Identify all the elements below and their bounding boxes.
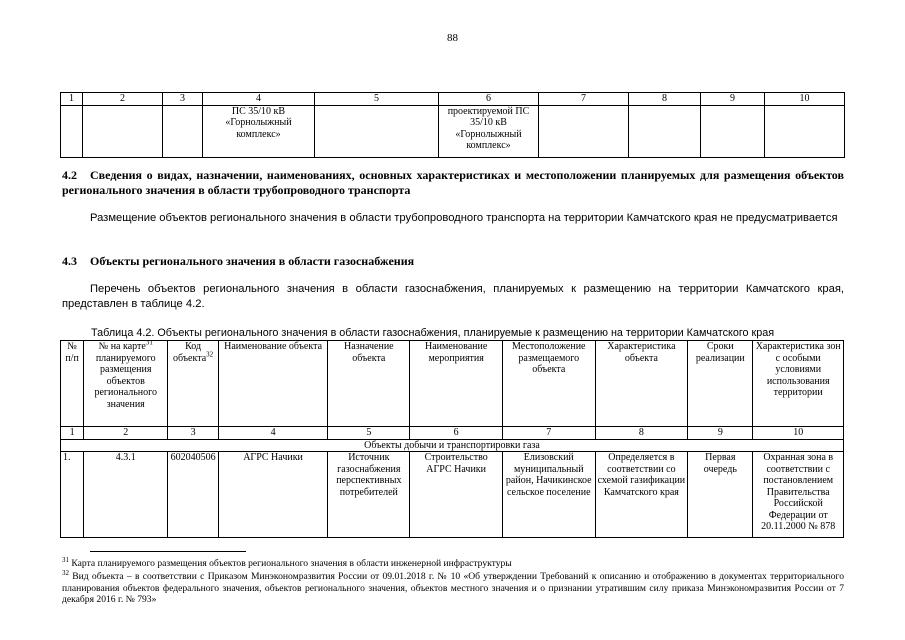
table-cell: Первая очередь	[688, 452, 753, 538]
table-cell	[701, 105, 765, 157]
table-cell: Строительство АГРС Начики	[410, 452, 503, 538]
footnote-31	[62, 555, 844, 570]
header-cell-terms: Сроки реализации	[688, 341, 753, 427]
table-cell: 5	[315, 93, 439, 106]
footnote-mark: 32	[62, 568, 69, 577]
header-cell-number: № п/п	[61, 341, 84, 427]
table-cell: 1	[61, 93, 83, 106]
section-title: Сведения о видах, назначении, наименованиях, основных характеристиках и местоположении планируемых для размещения объектов регионального значения в области трубопроводного транспорта	[62, 168, 844, 197]
table-header-row	[61, 341, 844, 427]
table-cell: 1	[61, 427, 84, 440]
table-cell: 9	[701, 93, 765, 106]
table-cell: 2	[84, 427, 168, 440]
header-cell-characteristic: Характеристика объекта	[595, 341, 688, 427]
table-cell: 2	[83, 93, 163, 106]
table-cell	[315, 105, 439, 157]
section-heading-4-2	[62, 168, 844, 198]
table-cell	[83, 105, 163, 157]
header-cell-code: Код объекта$^{32}$	[168, 341, 219, 427]
table-cell: 8	[595, 427, 688, 440]
table-cell: 8	[629, 93, 701, 106]
table-cell: Определяется в соответствии со схемой газификации Камчатского края	[595, 452, 688, 538]
table-cell: 602040506	[168, 452, 219, 538]
section-number: 4.3	[62, 254, 77, 268]
table-cell: 3	[168, 427, 219, 440]
section-title: Объекты регионального значения в области газоснабжения	[90, 254, 415, 268]
table-cell	[61, 105, 83, 157]
table-cell	[629, 105, 701, 157]
table-cell: Елизовский муниципальный район, Начикинское сельское поселение	[502, 452, 595, 538]
table-cell: 6	[439, 93, 539, 106]
table-cell: 7	[539, 93, 629, 106]
section-heading-4-3	[62, 254, 844, 269]
footnote-32	[62, 568, 844, 606]
continued-table	[60, 92, 845, 158]
continued-table-header-row	[61, 93, 845, 106]
table-cell: проектируемой ПС 35/10 кВ «Горнолыжный комплекс»	[439, 105, 539, 157]
table-row	[61, 452, 844, 538]
table-caption: Таблица 4.2. Объекты регионального значения в области газоснабжения, планируемые к размещению на территории Камчатского края	[91, 327, 775, 339]
table-cell	[163, 105, 203, 157]
table-cell: АГРС Начики	[218, 452, 327, 538]
paragraph-4-3: Перечень объектов регионального значения в области газоснабжения, планируемых к размещению на территории Камчатского края, представлен в таблице 4.2.	[62, 283, 844, 310]
table-cell: 4	[203, 93, 315, 106]
footnote-mark: 31	[62, 555, 69, 564]
table-cell: 7	[502, 427, 595, 440]
table-cell	[765, 105, 845, 157]
group-title-row	[61, 439, 844, 452]
table-cell: 4.3.1	[84, 452, 168, 538]
header-cell-purpose: Назначение объекта	[328, 341, 410, 427]
header-cell-measure: Наименование мероприятия	[410, 341, 503, 427]
table-cell: 10	[753, 427, 844, 440]
table-cell: ПС 35/10 кВ «Горнолыжный комплекс»	[203, 105, 315, 157]
footnote-separator	[90, 551, 246, 552]
column-number-row	[61, 427, 844, 440]
footnote-text: Карта планируемого размещения объектов регионального значения в области инженерной инфраструктуры	[69, 558, 512, 569]
page-number: 88	[447, 32, 458, 44]
footnote-text: Вид объекта – в соответствии с Приказом Минэкономразвития России от 09.01.2018 г. № 10 «Об утверждении Требований к описанию и отображению в документах территориального планирования объектов федерального значения, объектов регионального значения, объектов местного значения и о признании утратившим силу приказа Минэкономразвития России от 7 декабря 2016 г. № 793»	[62, 571, 844, 605]
table-cell: 6	[410, 427, 503, 440]
header-cell-name: Наименование объекта	[218, 341, 327, 427]
table-cell: 5	[328, 427, 410, 440]
header-cell-map-number: № на карте$^{31}$ планируемого размещения объектов регионального значения	[84, 341, 168, 427]
header-cell-location: Местоположение размещаемого объекта	[502, 341, 595, 427]
table-cell: 1.	[61, 452, 84, 538]
table-cell	[539, 105, 629, 157]
table-row	[61, 105, 845, 157]
header-cell-zones: Характеристика зон с особыми условиями использования территории	[753, 341, 844, 427]
table-cell: 4	[218, 427, 327, 440]
paragraph-4-2: Размещение объектов регионального значения в области трубопроводного транспорта на территории Камчатского края не предусматривается	[90, 212, 838, 224]
section-number: 4.2	[62, 168, 77, 182]
group-title: Объекты добычи и транспортировки газа	[61, 439, 844, 452]
table-cell: 10	[765, 93, 845, 106]
table-cell: 3	[163, 93, 203, 106]
table-cell: Источник газоснабжения перспективных потребителей	[328, 452, 410, 538]
gas-objects-table	[60, 340, 844, 538]
table-cell: 9	[688, 427, 753, 440]
table-cell: Охранная зона в соответствии с постановлением Правительства Российской Федерации от 20.11.2000 № 878	[753, 452, 844, 538]
